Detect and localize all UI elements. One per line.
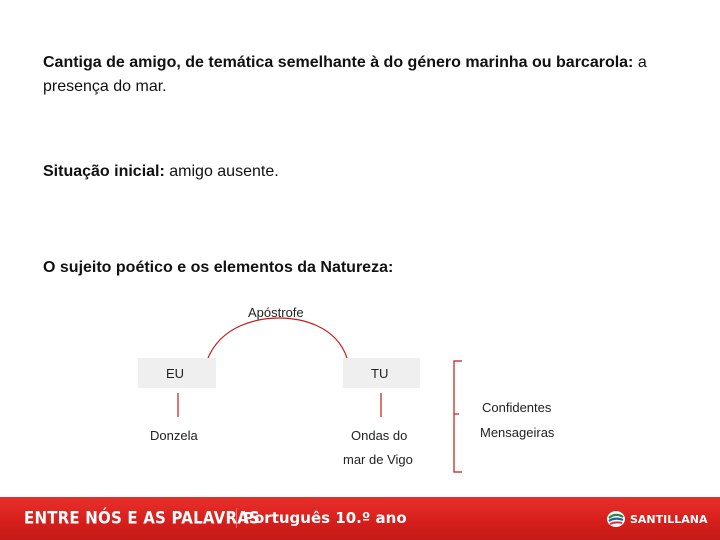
apostrofe-label: Apóstrofe xyxy=(248,305,304,320)
apostrofe-arc xyxy=(208,318,347,358)
tu-box xyxy=(343,358,420,388)
eu-label: EU xyxy=(166,365,185,381)
paragraph-cantiga-rest: a presença do mar. xyxy=(43,54,647,95)
confidentes-label: Confidentes xyxy=(482,400,552,415)
paragraph-cantiga-bold: Cantiga de amigo, de temática semelhante à do género marinha ou barcarola: xyxy=(43,54,634,71)
bracket xyxy=(454,361,462,472)
paragraph-situacao-rest: amigo ausente. xyxy=(164,163,279,180)
santillana-logo-icon xyxy=(606,509,626,529)
tu-label: TU xyxy=(371,365,389,381)
mensageiras-label: Mensageiras xyxy=(480,425,555,440)
paragraph-sujeito-bold: O sujeito poético e os elementos da Natureza: xyxy=(43,259,394,276)
santillana-brand-text: SANTILLANA xyxy=(630,512,708,526)
santillana-logo xyxy=(606,509,708,529)
ondas-label-line2: mar de Vigo xyxy=(343,452,413,467)
eu-box xyxy=(138,358,216,388)
paragraph-situacao-bold: Situação inicial: xyxy=(43,163,165,180)
donzela-label: Donzela xyxy=(150,428,198,443)
footer-title: ENTRE NÓS E AS PALAVRAS xyxy=(24,508,261,528)
footer-subject: Português 10.º ano xyxy=(243,509,407,527)
footer-divider xyxy=(236,508,237,528)
ondas-label-line1: Ondas do xyxy=(351,428,408,443)
